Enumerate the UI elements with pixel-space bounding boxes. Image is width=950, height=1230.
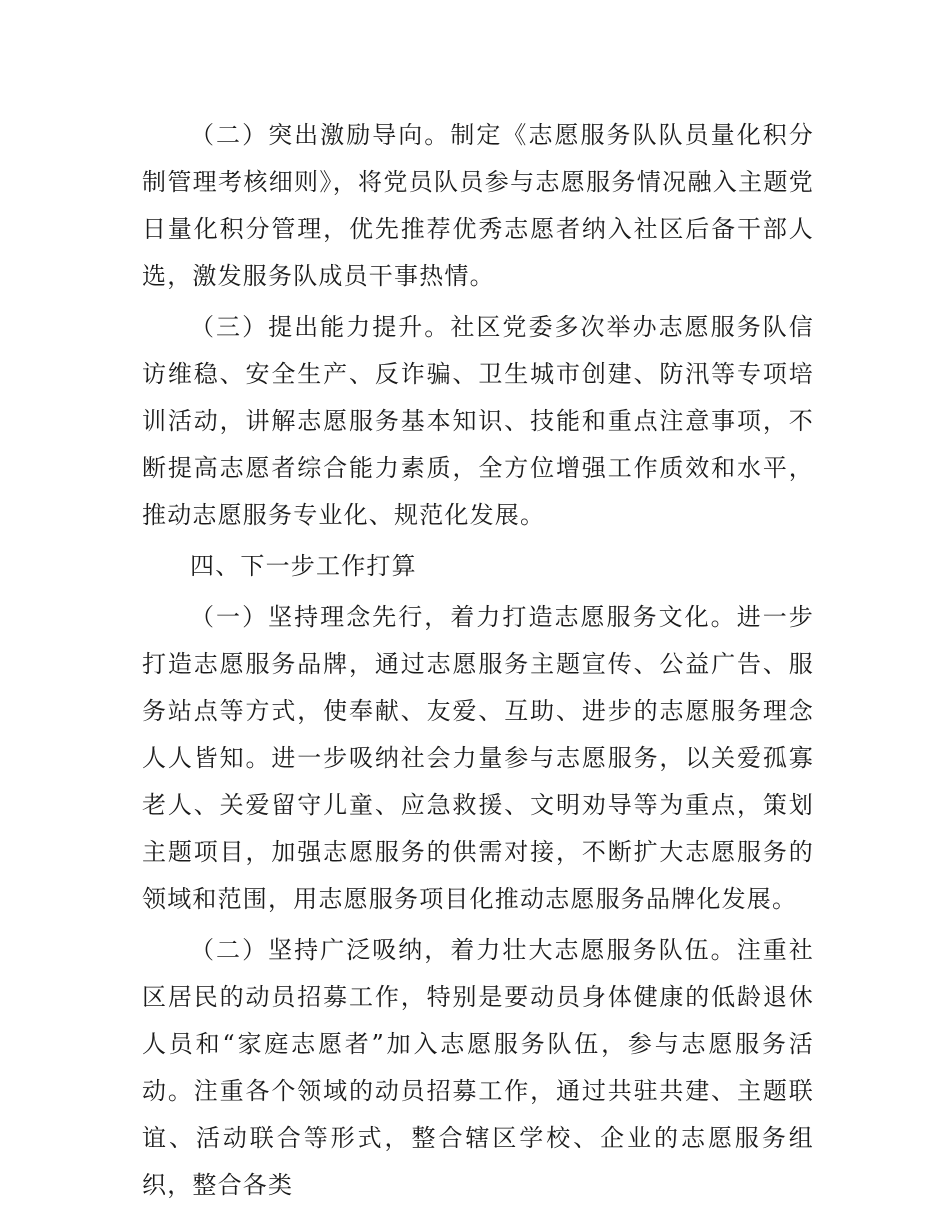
document-body [142,112,814,1209]
paragraph-volunteer-culture: （一）坚持理念先行，着力打造志愿服务文化。进一步打造志愿服务品牌，通过志愿服务主题宣传、公益广告、服务站点等方式，使奉献、友爱、互助、进步的志愿服务理念人人皆知。进一步吸纳社会力量参与志愿服务，以关爱孤寡老人、关爱留守儿童、应急救援、文明劝导等为重点，策划主题项目，加强志愿服务的供需对接，不断扩大志愿服务的领域和范围，用志愿服务项目化推动志愿服务品牌化发展。 [142,603,814,913]
paragraph-capability-improvement: （三）提出能力提升。社区党委多次举办志愿服务队信访维稳、安全生产、反诈骗、卫生城市创建、防汛等专项培训活动，讲解志愿服务基本知识、技能和重点注意事项，不断提高志愿者综合能力素质，全方位增强工作质效和水平，推动志愿服务专业化、规范化发展。 [142,313,814,529]
paragraph-volunteer-team: （二）坚持广泛吸纳，着力壮大志愿服务队伍。注重社区居民的动员招募工作，特别是要动员身体健康的低龄退休人员和“家庭志愿者”加入志愿服务队伍，参与志愿服务活动。注重各个领域的动员招募工作，通过共驻共建、主题联谊、活动联合等形式，整合辖区学校、企业的志愿服务组织，整合各类 [142,936,814,1199]
section-heading-next-steps: 四、下一步工作打算 [190,552,417,580]
paragraph-incentive-orientation: （二）突出激励导向。制定《志愿服务队队员量化积分制管理考核细则》，将党员队员参与志愿服务情况融入主题党日量化积分管理，优先推荐优秀志愿者纳入社区后备干部人选，激发服务队成员干事热情。 [142,121,814,290]
